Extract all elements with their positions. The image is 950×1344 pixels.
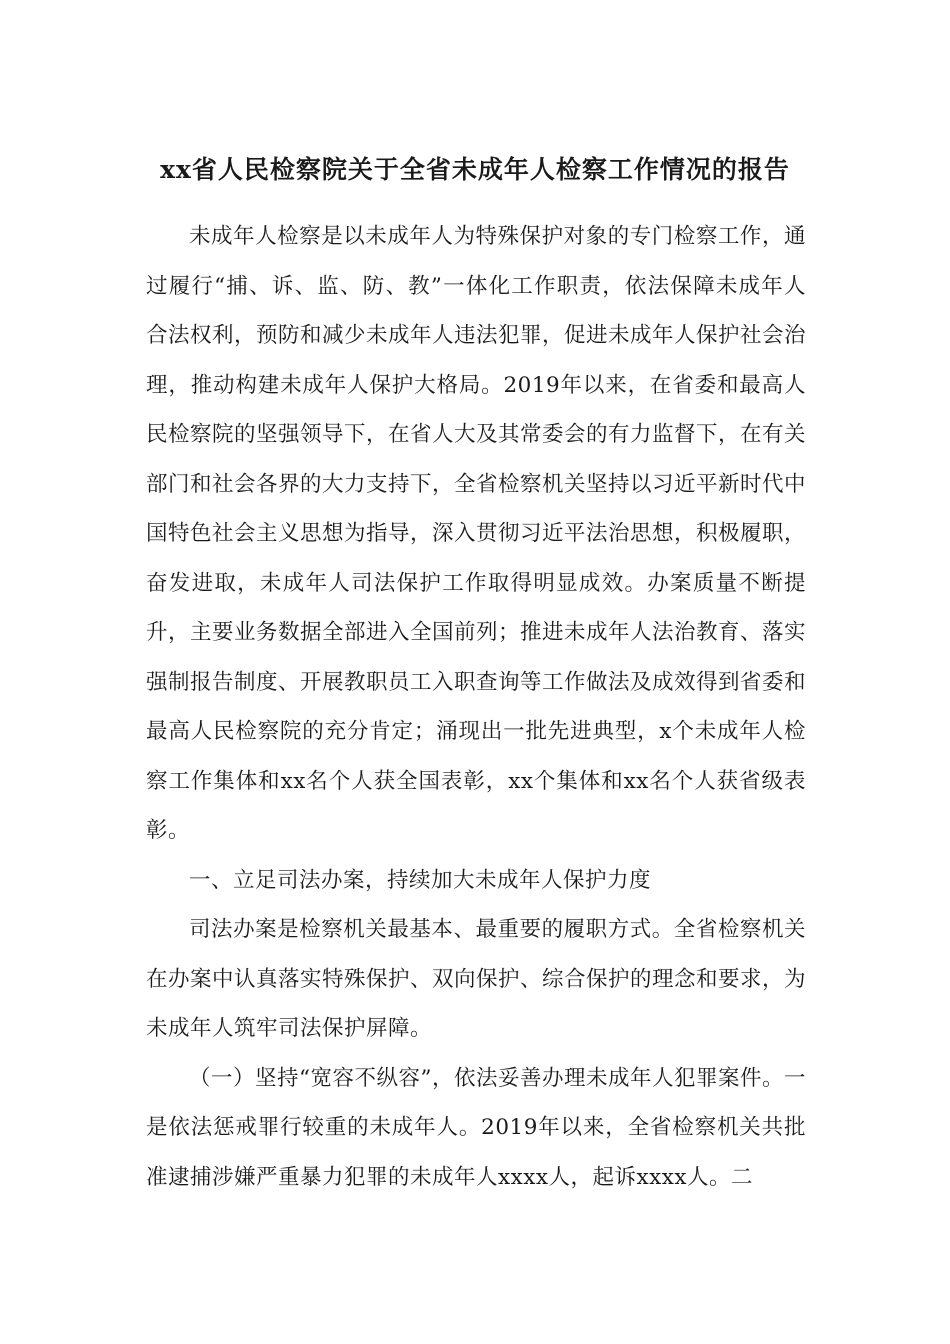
document-title: xx省人民检察院关于全省未成年人检察工作情况的报告 bbox=[160, 155, 790, 184]
section-heading-1: 一、立足司法办案，持续加大未成年人保护力度 bbox=[189, 867, 652, 893]
section-1-paragraph: 司法办案是检察机关最基本、最重要的履职方式。全省检察机关在办案中认真落实特殊保护、双向保护、综合保护的理念和要求，为未成年人筑牢司法保护屏障。 bbox=[146, 917, 807, 1041]
document-body bbox=[146, 212, 806, 1202]
intro-paragraph: 未成年人检察是以未成年人为特殊保护对象的专门检察工作，通过履行“捕、诉、监、防、教”一体化工作职责，依法保障未成年人合法权利，预防和减少未成年人违法犯罪，促进未成年人保护社会治理，推动构建未成年人保护大格局。2019年以来，在省委和最高人民检察院的坚强领导下，在省人大及其常委会的有力监督下，在有关部门和社会各界的大力支持下，全省检察机关坚持以习近平新时代中国特色社会主义思想为指导，深入贯彻习近平法治思想，积极履职，奋发进取，未成年人司法保护工作取得明显成效。办案质量不断提升，主要业务数据全部进入全国前列；推进未成年人法治教育、落实强制报告制度、开展教职员工入职查询等工作做法及成效得到省委和最高人民检察院的充分肯定；涌现出一批先进典型，x个未成年人检察工作集体和xx名个人获全国表彰，xx个集体和xx名个人获省级表彰。 bbox=[146, 224, 807, 843]
subsection-1-paragraph: （一）坚持“宽容不纵容”，依法妥善办理未成年人犯罪案件。一是依法惩戒罪行较重的未成年人。2019年以来，全省检察机关共批准逮捕涉嫌严重暴力犯罪的未成年人xxxx人，起诉xxxx人。二 bbox=[146, 1065, 806, 1190]
